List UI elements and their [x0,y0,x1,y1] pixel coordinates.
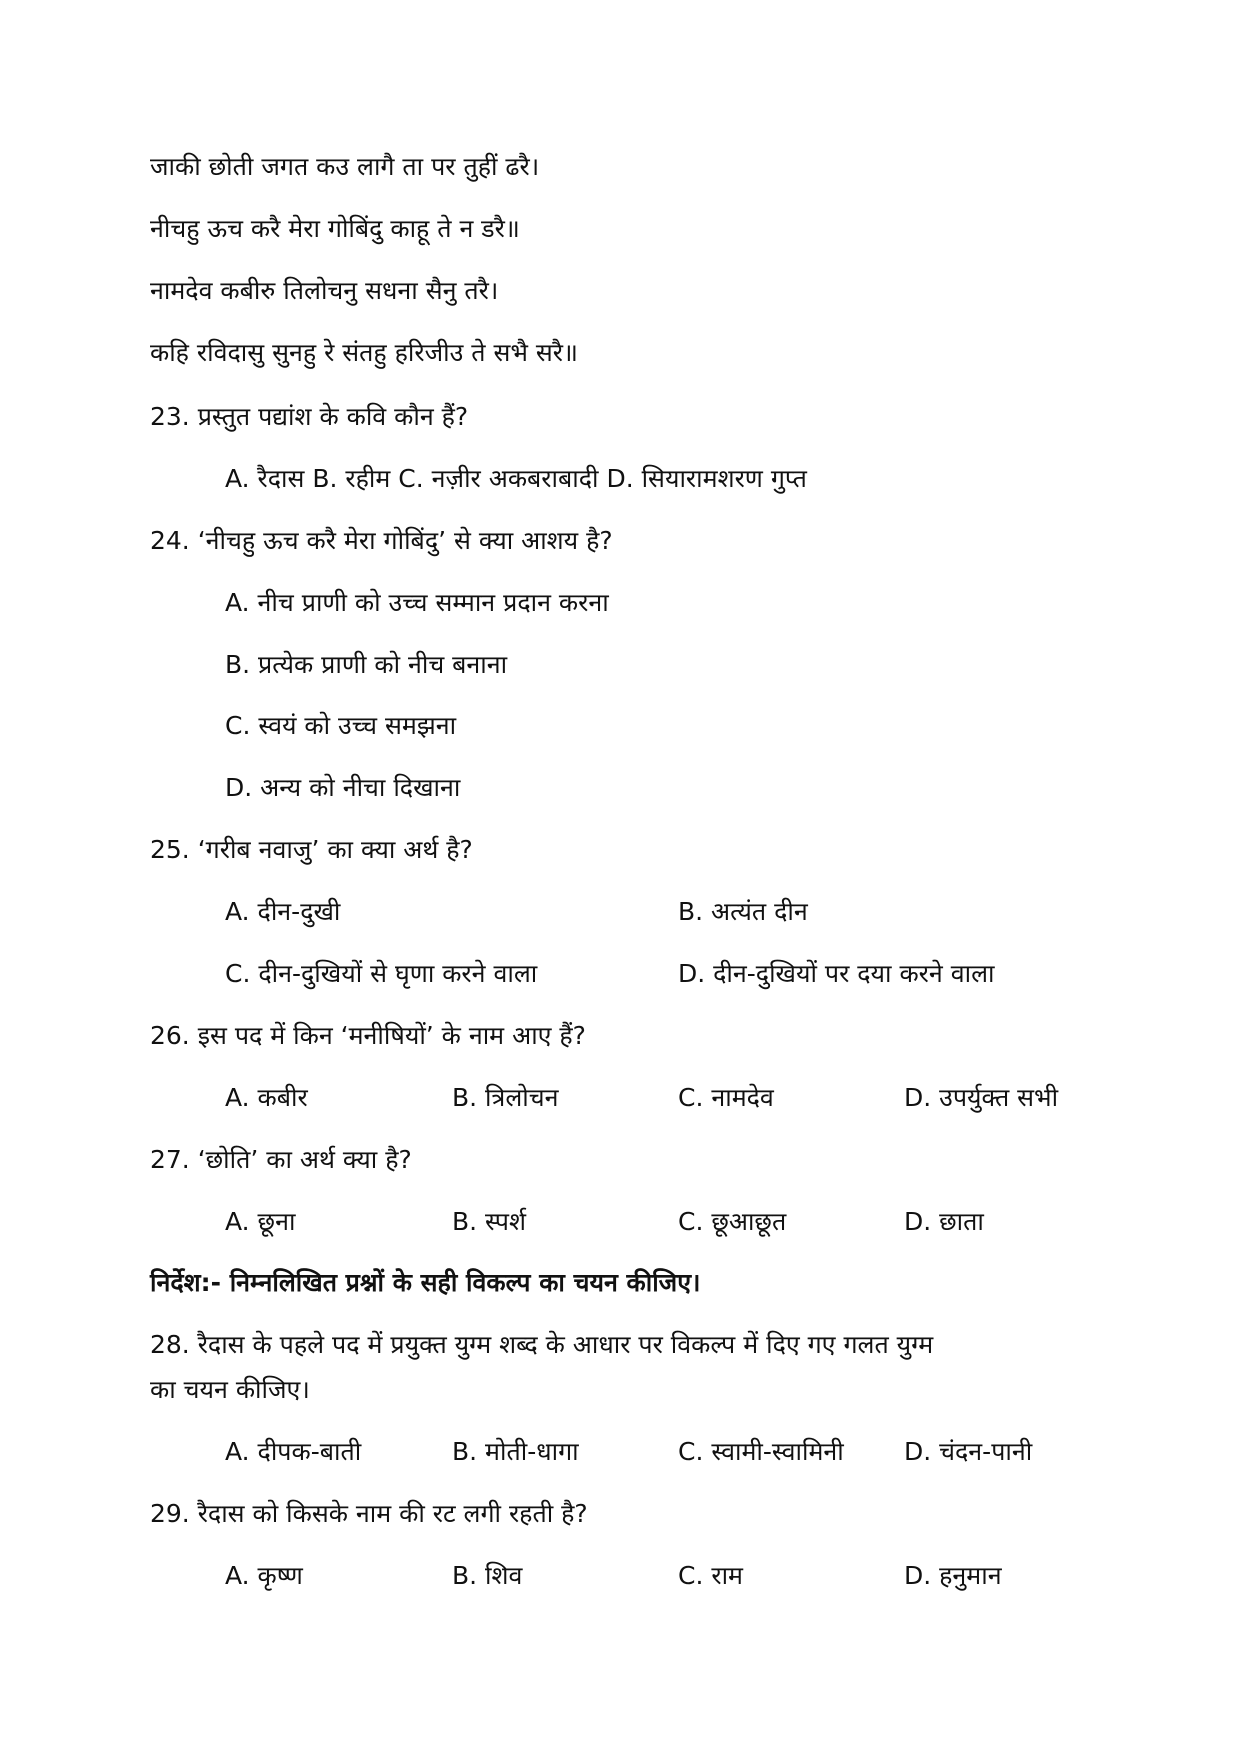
question-24-option-d: D. अन्य को नीचा दिखाना [225,773,461,802]
question-27-option-a: A. छूना [225,1207,296,1236]
question-28-option-c: C. स्वामी-स्वामिनी [678,1437,844,1466]
verse-line-3: नामदेव कबीरु तिलोचनु सधना सैनु तरै। [150,276,499,305]
question-29: 29. रैदास को किसके नाम की रट लगी रहती है? [150,1499,588,1528]
question-28-option-d: D. चंदन-पानी [904,1437,1033,1466]
verse-line-1: जाकी छोती जगत कउ लागै ता पर तुहीं ढरै। [150,152,540,181]
question-25: 25. ‘गरीब नवाजु’ का क्या अर्थ है? [150,835,473,864]
question-25-option-d: D. दीन-दुखियों पर दया करने वाला [678,959,995,988]
question-25-option-b: B. अत्यंत दीन [678,897,808,926]
verse-line-2: नीचहु ऊच करै मेरा गोबिंदु काहू ते न डरै॥ [150,214,520,243]
question-29-option-c: C. राम [678,1561,743,1590]
question-26-option-c: C. नामदेव [678,1083,774,1112]
question-28-option-b: B. मोती-धागा [452,1437,579,1466]
question-29-option-a: A. कृष्ण [225,1561,303,1590]
question-28-line-1: 28. रैदास के पहले पद में प्रयुक्त युग्म शब्द के आधार पर विकल्प में दिए गए गलत युग्म [150,1330,934,1359]
question-23: 23. प्रस्तुत पद्यांश के कवि कौन हैं? [150,402,469,431]
question-24-option-a: A. नीच प्राणी को उच्च सम्मान प्रदान करना [225,588,609,617]
question-23-options: A. रैदास B. रहीम C. नज़ीर अकबराबादी D. सियारामशरण गुप्त [225,464,807,493]
question-26-option-d: D. उपर्युक्त सभी [904,1083,1059,1112]
question-27-option-b: B. स्पर्श [452,1207,526,1236]
question-26: 26. इस पद में किन ‘मनीषियों’ के नाम आए हैं? [150,1021,586,1050]
question-27: 27. ‘छोति’ का अर्थ क्या है? [150,1145,412,1174]
question-27-option-d: D. छाता [904,1207,984,1236]
question-28-option-a: A. दीपक-बाती [225,1437,362,1466]
question-27-option-c: C. छूआछूत [678,1207,787,1236]
question-24-option-c: C. स्वयं को उच्च समझना [225,711,457,740]
instruction-heading: निर्देश:- निम्नलिखित प्रश्नों के सही विकल्प का चयन कीजिए। [150,1268,701,1297]
question-26-option-a: A. कबीर [225,1083,308,1112]
question-24: 24. ‘नीचहु ऊच करै मेरा गोबिंदु’ से क्या आशय है? [150,526,613,555]
question-24-option-b: B. प्रत्येक प्राणी को नीच बनाना [225,650,508,679]
verse-line-4: कहि रविदासु सुनहु रे संतहु हरिजीउ ते सभै सरै॥ [150,338,579,367]
question-29-option-b: B. शिव [452,1561,523,1590]
question-28-line-2: का चयन कीजिए। [150,1375,310,1404]
question-25-option-a: A. दीन-दुखी [225,897,341,926]
question-29-option-d: D. हनुमान [904,1561,1002,1590]
question-25-option-c: C. दीन-दुखियों से घृणा करने वाला [225,959,538,988]
question-26-option-b: B. त्रिलोचन [452,1083,559,1112]
